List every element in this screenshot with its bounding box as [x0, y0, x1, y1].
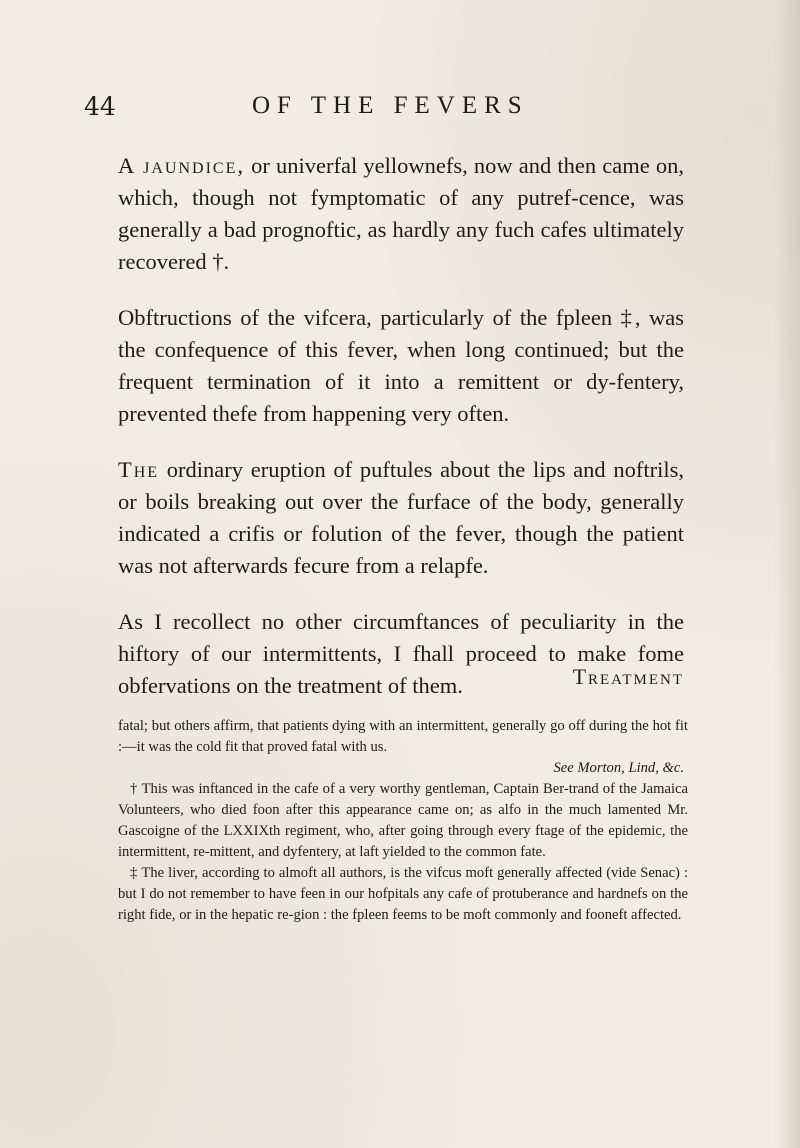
page-edge-shadow [774, 0, 800, 1148]
footnote-double-dagger: ‡ The liver, according to almoft all authors, is the vifcus moft generally affected (vide Senac) : but I do not remember to have feen in our hofpitals any cafe of protuberance and hardnefs on the right fide, or in the hepatic re-gion : the fpleen feems to be moft commonly and fooneft affected. [118, 865, 688, 923]
paragraph-eruption [118, 454, 684, 582]
paragraph-text: As I recollect no other circumftances of peculiarity in the hiftory of our intermittents, I fhall proceed to make fome obfervations on the treatment of them. [118, 609, 684, 698]
footnote-reference: See Morton, Lind, &c. [553, 760, 684, 776]
paragraph-lead: A jaundice, [118, 153, 245, 178]
paragraph-obstructions [118, 302, 684, 430]
paragraph-text: ordinary eruption of puftules about the lips and noftrils, or boils breaking out over the furface of the body, generally indicated a crifis or folution of the fever, though the patient was not afterwards fecure from a relapfe. [118, 457, 684, 578]
paragraph-jaundice [118, 150, 684, 278]
paragraph-lead: The [118, 457, 160, 482]
paragraph-text: Obftructions of the vifcera, particularly of the fpleen ‡, was the confequence of this fever, when long continued; but the frequent termination of it into a remittent or dy-fentery, prevented thefe from happening very often. [118, 305, 684, 426]
footnotes [118, 716, 688, 926]
footnote-dagger: † This was inftanced in the cafe of a very worthy gentleman, Captain Ber-trand of the Jamaica Volunteers, who died foon after this appearance came on; as alfo in the much lamented Mr. Gascoigne of the LXXIXth regiment, who, after going through every ftage of the epidemic, the intermittent, re-mittent, and dyfentery, at laft yielded to the common fate. [118, 781, 688, 860]
body-text [118, 150, 684, 726]
catchword: Treatment [572, 664, 684, 689]
paragraph-text: or univerfal yellownefs, now and then came on, which, though not fymptomatic of any putref-cence, was generally a bad prognoftic, as hardly any fuch cafes ultimately recovered †. [118, 153, 684, 274]
footnote-continuation: fatal; but others affirm, that patients dying with an intermittent, generally go off during the hot fit :—it was the cold fit that proved fatal with us. [118, 718, 688, 755]
page-number: 44 [84, 92, 116, 121]
page-header [84, 92, 704, 122]
running-title: OF THE FEVERS [252, 92, 529, 119]
